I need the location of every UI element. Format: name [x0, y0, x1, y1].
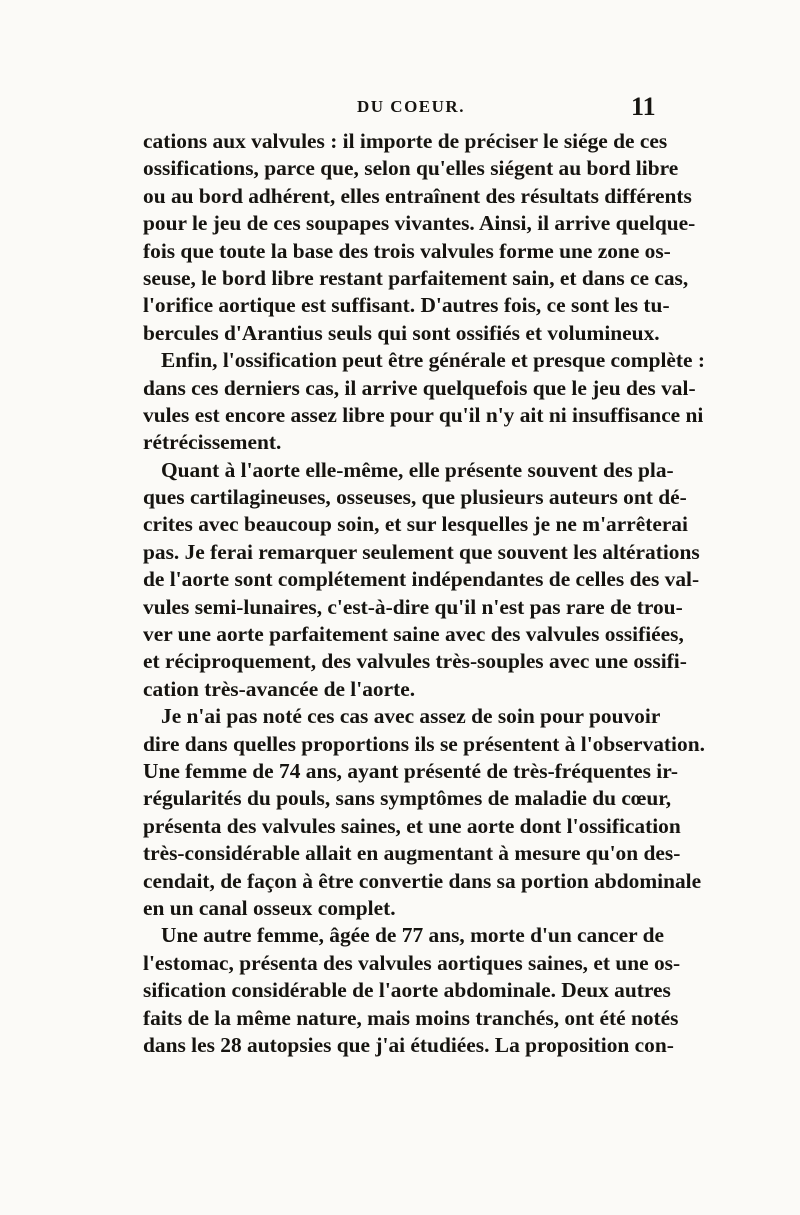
text-line: en un canal osseux complet. — [143, 895, 396, 920]
text-line: ossifications, parce que, selon qu'elles siégent au bord libre — [143, 156, 679, 181]
text-line: ques cartilagineuses, osseuses, que plusieurs auteurs ont dé- — [143, 485, 687, 510]
text-line: et réciproquement, des valvules très-souples avec une ossifi- — [143, 649, 687, 674]
text-line: cendait, de façon à être convertie dans sa portion abdominale — [143, 868, 702, 893]
body-text — [143, 128, 705, 1059]
text-line: faits de la même nature, mais moins tranchés, ont été notés — [143, 1005, 679, 1030]
text-line: Je n'ai pas noté ces cas avec assez de soin pour pouvoir — [161, 704, 661, 729]
text-line: de l'aorte sont complétement indépendantes de celles des val- — [143, 567, 700, 592]
text-line: Quant à l'aorte elle-même, elle présente souvent des pla- — [161, 457, 674, 482]
text-line: présenta des valvules saines, et une aorte dont l'ossification — [143, 813, 681, 838]
text-line: l'orifice aortique est suffisant. D'autres fois, ce sont les tu- — [143, 293, 670, 318]
text-line: cation très-avancée de l'aorte. — [143, 676, 416, 701]
text-line: rétrécissement. — [143, 430, 282, 455]
text-line: fois que toute la base des trois valvules forme une zone os- — [143, 238, 671, 263]
text-line: ou au bord adhérent, elles entraînent des résultats différents — [143, 183, 692, 208]
text-line: pour le jeu de ces soupapes vivantes. Ainsi, il arrive quelque- — [143, 211, 696, 236]
text-line: pas. Je ferai remarquer seulement que souvent les altérations — [143, 539, 700, 564]
text-line: bercules d'Arantius seuls qui sont ossifiés et volumineux. — [143, 320, 660, 345]
text-line: seuse, le bord libre restant parfaitement sain, et dans ce cas, — [143, 265, 689, 290]
page-number: 11 — [631, 92, 656, 121]
text-line: vules est encore assez libre pour qu'il n'y ait ni insuffisance ni — [143, 402, 704, 427]
text-line: vules semi-lunaires, c'est-à-dire qu'il n'est pas rare de trou- — [143, 594, 683, 619]
text-line: très-considérable allait en augmentant à mesure qu'on des- — [143, 841, 681, 866]
text-line: dans les 28 autopsies que j'ai étudiées. La proposition con- — [143, 1032, 674, 1057]
text-line: Une autre femme, âgée de 77 ans, morte d'un cancer de — [161, 923, 664, 948]
text-line: dans ces derniers cas, il arrive quelquefois que le jeu des val- — [143, 375, 696, 400]
text-line: l'estomac, présenta des valvules aortiques saines, et une os- — [143, 950, 681, 975]
text-line: sification considérable de l'aorte abdominale. Deux autres — [143, 978, 671, 1003]
text-line: Une femme de 74 ans, ayant présenté de très-fréquentes ir- — [143, 758, 679, 783]
text-line: cations aux valvules : il importe de préciser le siége de ces — [143, 129, 668, 153]
text-line: dire dans quelles proportions ils se présentent à l'observation. — [143, 731, 705, 756]
text-line: ver une aorte parfaitement saine avec des valvules ossifiées, — [143, 622, 684, 647]
text-line: crites avec beaucoup soin, et sur lesquelles je ne m'arrêterai — [143, 512, 688, 537]
text-line: Enfin, l'ossification peut être générale et presque complète : — [161, 348, 705, 373]
text-line: régularités du pouls, sans symptômes de maladie du cœur, — [143, 786, 672, 811]
running-title: DU COEUR. — [357, 97, 465, 116]
